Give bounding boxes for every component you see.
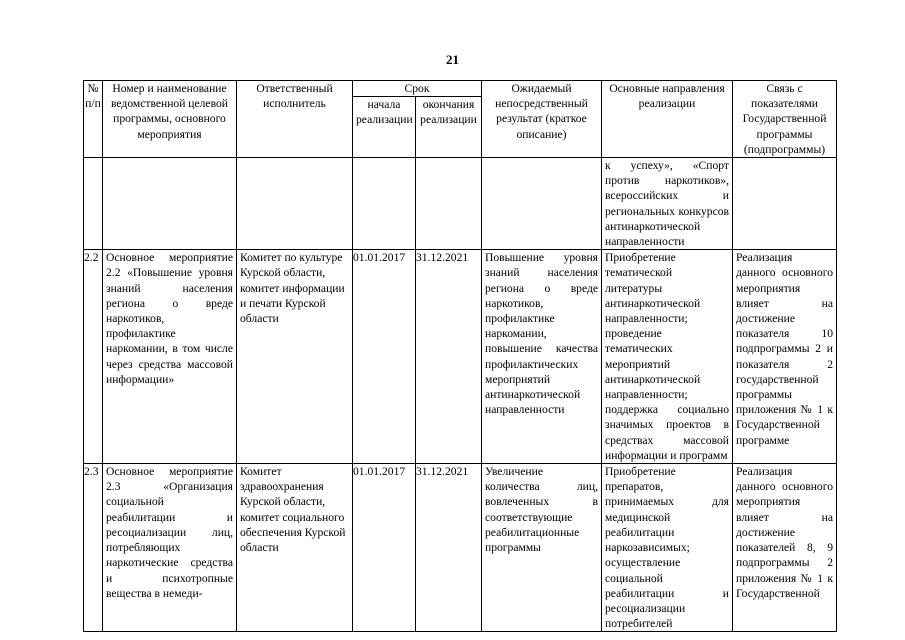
page-number: 21: [446, 52, 459, 67]
row-start: 01.01.2017: [353, 464, 416, 632]
row-responsible: Комитет по культуре Курской области, комитет информации и печати Курской области: [237, 250, 353, 464]
table-row: [84, 250, 837, 464]
carry-link: [733, 158, 837, 250]
row-responsible: Комитет здравоохранения Курской области, комитет социального обеспечения Курской области: [237, 464, 353, 632]
row-name: Основное мероприятие 2.3 «Организация социальной реабилитации и ресоциализации лиц, потребляющих наркотические средства и психотропные вещества в немеди-: [103, 464, 237, 632]
carry-start: [353, 158, 416, 250]
row-directions: Приобретение препаратов, принимаемых для медицинской реабилитации наркозависимых; осуществление социальной реабилитации и ресоциализации потребителей: [602, 464, 733, 632]
header-num: № п/п: [84, 81, 103, 158]
row-result: Повышение уровня знаний населения региона о вреде наркотиков, профилактике наркомании, повышение качества профилактических мероприятий антинаркотической направленности: [482, 250, 602, 464]
header-name: Номер и наименование ведомственной целевой программы, основного мероприятия: [103, 81, 237, 158]
row-link: Реализация данного основного мероприятия влияет на достижение показателей 8, 9 подпрограммы 2 приложения № 1 к Государственной: [733, 464, 837, 632]
row-start: 01.01.2017: [353, 250, 416, 464]
carry-responsible: [237, 158, 353, 250]
row-name: Основное мероприятие 2.2 «Повышение уровня знаний населения региона о вреде наркотиков, профилактике наркомании, в том числе через средства массовой информации»: [103, 250, 237, 464]
carry-num: [84, 158, 103, 250]
header-term-end: окончания реализации: [416, 97, 482, 158]
row-end: 31.12.2021: [416, 464, 482, 632]
header-row-1: [84, 81, 837, 97]
row-num: 2.2: [84, 250, 103, 464]
table-row: [84, 464, 837, 632]
row-num: 2.3: [84, 464, 103, 632]
header-responsible: Ответственный исполнитель: [237, 81, 353, 158]
carry-row: [84, 158, 837, 250]
header-term-start: начала реализации: [353, 97, 416, 158]
row-end: 31.12.2021: [416, 250, 482, 464]
row-link: Реализация данного основного мероприятия влияет на достижение показателя 10 подпрограммы 2 и показателя 2 государственной программы приложения № 1 к Государственной программе: [733, 250, 837, 464]
header-result: Ожидаемый непосредственный результат (краткое описание): [482, 81, 602, 158]
header-term: Срок: [353, 81, 482, 97]
row-directions: Приобретение тематической литературы антинаркотической направленности; проведение тематических мероприятий антинаркотической направленности; поддержка социально значимых проектов в средствах массовой информации и программ: [602, 250, 733, 464]
carry-result: [482, 158, 602, 250]
header-link: Связь с показателями Государственной программы (подпрограммы): [733, 81, 837, 158]
carry-name: [103, 158, 237, 250]
row-result: Увеличение количества лиц, вовлеченных в соответствующие реабилитационные программы: [482, 464, 602, 632]
carry-directions: к успеху», «Спорт против наркотиков», всероссийских и региональных конкурсов антинаркотической направленности: [602, 158, 733, 250]
program-table: [83, 80, 837, 632]
carry-end: [416, 158, 482, 250]
header-directions: Основные направления реализации: [602, 81, 733, 158]
